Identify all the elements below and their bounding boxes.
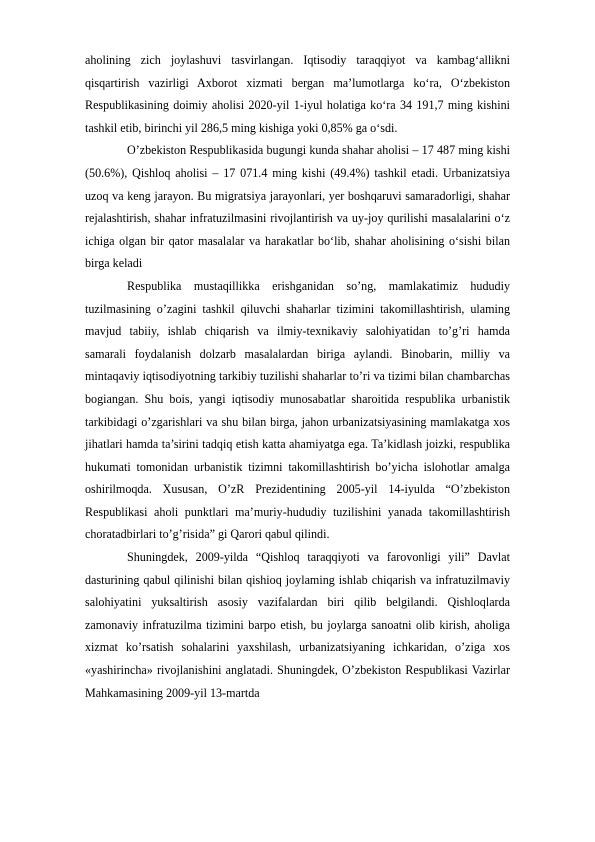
document-page bbox=[85, 49, 510, 704]
paragraph-rural-development-program: Shuningdek, 2009-yilda “Qishloq taraqqiyoti va farovonligi yili” Davlat dasturining qabul qilinishi bilan qishioq joylaming ishlab chiqarish va infratuzilmaviy salohiyatini yuksaltirish asosiy vazifalardan biri qilib belgilandi. Qishloqlarda zamonaviy infratuzilma tizimini barpo etish, bu joylarga sanoatni olib kirish, aholiga xizmat ko’rsatish sohalarini yaxshilash, urbanizatsiyaning ichkaridan, o’ziga xos «yashirincha» rivojlanishini anglatadi. Shuningdek, O’zbekiston Respublikasi Vazirlar Mahkamasining 2009-yil 13-martda bbox=[85, 550, 510, 700]
paragraph-urban-system-reforms: Respublika mustaqillikka erishganidan so’ng, mamlakatimiz hududiy tuzilmasining o’zagini tashkil qiluvchi shaharlar tizimini takomillashtirish, ulaming mavjud tabiiy, ishlab chiqarish va ilmiy-texnikaviy salohiyatidan to’g’ri hamda samarali foydalanish dolzarb masalalardan biriga aylandi. Binobarin, milliy va mintaqaviy iqtisodiyotning tarkibiy tuzilishi shaharlar to’ri va tizimi bilan chambarchas bogiangan. Shu bois, yangi iqtisodiy munosabatlar sharoitida respublika urbanistik tarkibidagi o’zgarishlari va shu bilan birga, jahon urbanizatsiyasining mamlakatga xos jihatlari hamda ta’sirini tadqiq etish katta ahamiyatga ega. Ta’kidlash joizki, respublika hukumati tomonidan urbanistik tizimni takomillashtirish bo’yicha islohotlar amalga oshirilmoqda. Xususan, O’zR Prezidentining 2005-yil 14-iyulda “O’zbekiston Respublikasi aholi punktlari ma’muriy-hududiy tuzilishini yanada takomillashtirish choratadbirlari to’g’risida” gi Qarori qabul qilindi. bbox=[85, 278, 510, 542]
paragraph-population-growth: aholining zich joylashuvi tasvirlangan. Iqtisodiy taraqqiyot va kambag‘allikni qisqartirish vazirligi Axborot xizmati bergan ma’lumotlarga ko‘ra, O‘zbekiston Respublikasining doimiy aholisi 2020-yil 1-iyul holatiga ko‘ra 34 191,7 ming kishini tashkil etib, birinchi yil 286,5 ming kishiga yoki 0,85% ga o‘sdi. bbox=[85, 53, 510, 135]
paragraph-urban-rural-population: O’zbekiston Respublikasida bugungi kunda shahar aholisi – 17 487 ming kishi (50.6%), Qishloq aholisi – 17 071.4 ming kishi (49.4%) tashkil etadi. Urbanizatsiya uzoq va keng jarayon. Bu migratsiya jarayonlari, yer boshqaruvi samaradorligi, shahar rejalashtirish, shahar infratuzilmasini rivojlantirish va uy-joy qurilishi masalalarini o‘z ichiga olgan bir qator masalalar va harakatlar bo‘lib, shahar aholisining o‘sishi bilan birga keladi bbox=[85, 143, 510, 271]
